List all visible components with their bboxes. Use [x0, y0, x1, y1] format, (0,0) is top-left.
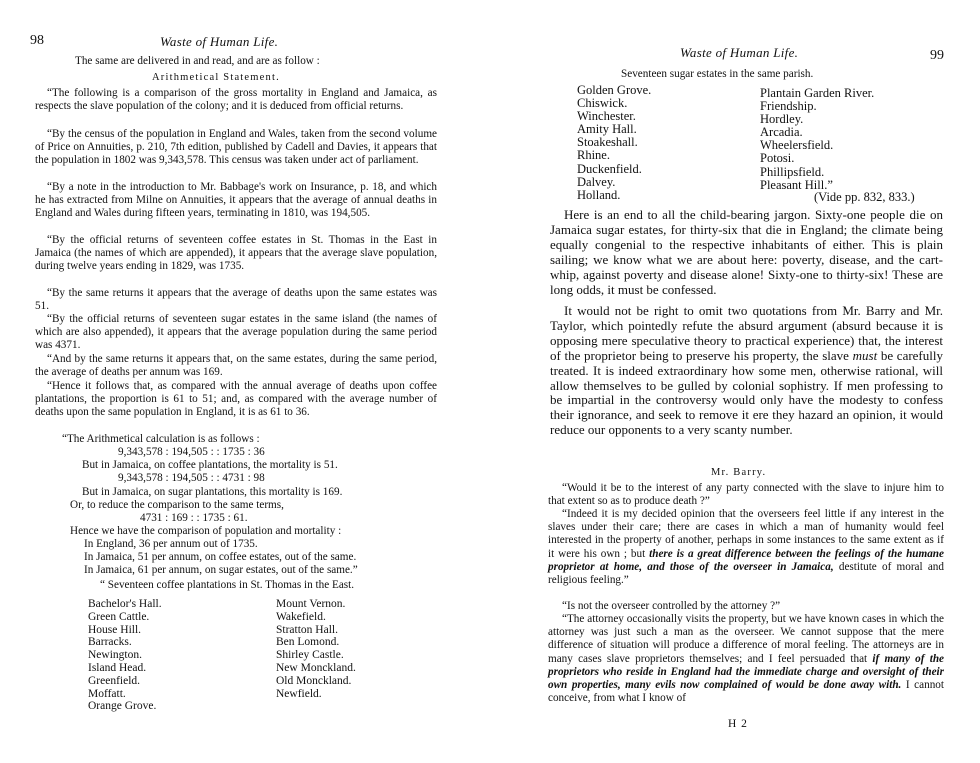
paragraph-7: “And by the same returns it appears that, on the same estates, during the same period, the average of deaths per annum was 169. [35, 353, 437, 379]
quote-2 [548, 508, 944, 587]
list-item: New Monckland. [276, 661, 356, 674]
paragraph-quotations [550, 304, 943, 438]
paragraph-child-bearing: Here is an end to all the child-bearing jargon. Sixty-one people die on Jamaica sugar estates, for thirty-six that die in England; the climate being equally congenial to the respective inhabitants of either. This is plain sailing; we know what we are about here: poverty, disease, and the cart-whip, against poverty and disease alone! Sixty-one to thirty-six! These are long odds, it must be confessed. [550, 207, 943, 297]
coffee-list-heading: “ Seventeen coffee plantations in St. Thomas in the East. [100, 579, 355, 591]
list-item: Golden Grove. [577, 83, 652, 97]
list-item: Stratton Hall. [276, 623, 338, 636]
paragraph-3: “By a note in the introduction to Mr. Babbage's work on Insurance, p. 18, and which he has extracted from Milne on Annuities, it appears that the average of annual deaths in England and Wales during fifteen years, terminating in 1810, was 194,505. [35, 181, 437, 220]
section-heading: Arithmetical Statement. [152, 72, 280, 83]
quote-2-a: “Indeed it is my decided opinion that the overseers feel little if any interest in the slaves under their care; there are cases in which a man of humanity would feel interested in the property of another, perhaps in some instances to the same extent as if it were his own ; but [548, 508, 944, 560]
list-item: Stoakeshall. [577, 135, 638, 150]
list-item: Holland. [577, 187, 621, 202]
list-item: Hordley. [760, 112, 804, 127]
list-item: House Hill. [88, 623, 142, 636]
sugar-list-col-1 [577, 84, 651, 202]
list-item: Pleasant Hill.” [760, 177, 833, 192]
quote-4-b: I cannot conceive, from what I know of [548, 679, 945, 705]
sugar-list-col-2 [760, 87, 874, 192]
calc-line-2: 9,343,578 : 194,505 : : 4731 : 98 [118, 472, 265, 484]
quote-2-emphasis: there is a great difference between the feelings of the humane proprietor at home, and those of the overseer in Jamaica, [548, 547, 944, 573]
calc-line-1: 9,343,578 : 194,505 : : 1735 : 36 [118, 446, 265, 458]
paragraph-5: “By the same returns it appears that the average of deaths upon the same estates was 51. [35, 287, 437, 313]
quote-4-a: “The attorney occasionally visits the property, but we have known cases in which the attorney was just such a man as the overseer. We cannot suppose that the mere difference of situation will produce a difference of moral feeling. The attorneys are in many cases slave proprietors themselves; and I feel persuaded that [548, 613, 944, 665]
paragraph-quotations-b: be carefully treated. It is indeed extraordinary how some men, otherwise rational, will allow themselves to be gulled by colonial sophistry. If men professing to be impartial in the controversy would only have the modesty to confess their ignorance, and seek to remove it ere they hazard an opinion, it would reduce our opponents to a very scanty number. [550, 347, 943, 438]
quote-4 [548, 613, 944, 705]
list-item: Wheelersfield. [760, 138, 834, 153]
comparison-coffee: In Jamaica, 51 per annum, on coffee estates, out of the same. [84, 551, 357, 563]
calc-line-3: 4731 : 169 : : 1735 : 61. [140, 512, 248, 524]
right-page [490, 0, 980, 763]
comparison-intro: Hence we have the comparison of population and mortality : [70, 525, 342, 537]
list-item: Potosi. [760, 151, 795, 166]
right-page-number: 99 [930, 48, 944, 63]
quote-3: “Is not the overseer controlled by the attorney ?” [562, 600, 781, 612]
paragraph-6: “By the official returns of seventeen sugar estates in the same island (the names of which are also appended), it appears that the average population during the same period was 4371. [35, 313, 437, 352]
list-item: Barracks. [88, 636, 132, 649]
list-item: Mount Vernon. [276, 598, 346, 610]
left-page-number: 98 [30, 33, 44, 48]
paragraph-4: “By the official returns of seventeen coffee estates in St. Thomas in the East in Jamaica (the names of which are appended), it appears that the average slave population, during twelve years ending in 1829, was 1735. [35, 234, 437, 273]
list-item: Dalvey. [577, 174, 616, 189]
quote-1: “Would it be to the interest of any party connected with the slave to injure him to that extent so as to produce death ?” [548, 482, 944, 508]
calc-intro-sugar: But in Jamaica, on sugar plantations, this mortality is 169. [82, 486, 343, 498]
sugar-list-heading: Seventeen sugar estates in the same parish. [621, 68, 814, 80]
comparison-sugar: In Jamaica, 61 per annum, on sugar estates, out of the same.” [84, 564, 358, 576]
list-item: Amity Hall. [577, 122, 637, 137]
list-item: Green Cattle. [88, 610, 150, 623]
list-item: Bachelor's Hall. [88, 598, 162, 610]
list-item: Newfield. [276, 687, 322, 700]
list-item: Old Monckland. [276, 674, 352, 687]
coffee-list-col-1 [88, 598, 162, 713]
quote-2-b: destitute of moral and religious feeling.” [548, 560, 944, 587]
emphasis-must: must [852, 347, 878, 363]
list-item: Orange Grove. [88, 700, 157, 713]
signature-mark: H 2 [728, 718, 748, 730]
paragraph-quotations-a: It would not be right to omit two quotations from Mr. Barry and Mr. Taylor, which pointedly refute the absurd argument (absurd because it is opposing mere speculative theory to practical experience) that, the interest of the proprietor being to preserve his property, the slave [550, 303, 943, 363]
list-item: Greenfield. [88, 674, 141, 687]
intro-line: The same are delivered in and read, and are as follow : [75, 55, 320, 67]
list-item: Ben Lomond. [276, 636, 340, 649]
paragraph-1: “The following is a comparison of the gross mortality in England and Jamaica, as respects the slave population of the colony; and it is deduced from official returns. [35, 87, 437, 113]
comparison-england: In England, 36 per annum out of 1735. [84, 538, 258, 550]
coffee-list-col-2 [276, 598, 356, 700]
list-item: Shirley Castle. [276, 649, 344, 662]
left-running-head: Waste of Human Life. [160, 34, 279, 49]
list-item: Chiswick. [577, 96, 628, 111]
list-item: Duckenfield. [577, 161, 642, 176]
barry-heading: Mr. Barry. [711, 467, 767, 478]
list-item: Friendship. [760, 99, 817, 114]
vide-reference: (Vide pp. 832, 833.) [814, 190, 915, 204]
paragraph-9: “The Arithmetical calculation is as follows : [62, 433, 260, 445]
list-item: Moffatt. [88, 687, 126, 700]
quote-4-emphasis: if many of the proprietors who reside in England had the immediate charge and oversight of their own properties, many evils now complained of would be done away with. [548, 652, 945, 692]
list-item: Island Head. [88, 661, 147, 674]
right-running-head: Waste of Human Life. [680, 45, 799, 60]
list-item: Wakefield. [276, 610, 326, 623]
calc-reduce-line: Or, to reduce the comparison to the same terms, [70, 499, 284, 511]
list-item: Rhine. [577, 148, 610, 163]
paragraph-8: “Hence it follows that, as compared with the annual average of deaths upon coffee plantations, the proportion is 61 to 51; and, as compared with the average number of deaths upon the same population in England, it is as 61 to 36. [35, 380, 437, 419]
list-item: Plantain Garden River. [760, 86, 875, 100]
list-item: Phillipsfield. [760, 164, 825, 179]
calc-intro-coffee: But in Jamaica, on coffee plantations, the mortality is 51. [82, 459, 338, 471]
list-item: Winchester. [577, 109, 636, 124]
list-item: Arcadia. [760, 125, 803, 140]
paragraph-2: “By the census of the population in England and Wales, taken from the second volume of Price on Annuities, p. 210, 7th edition, published by Cadell and Davies, it appears that the population in 1802 was 9,343,578. This census was taken under act of parliament. [35, 128, 437, 167]
list-item: Newington. [88, 649, 142, 662]
